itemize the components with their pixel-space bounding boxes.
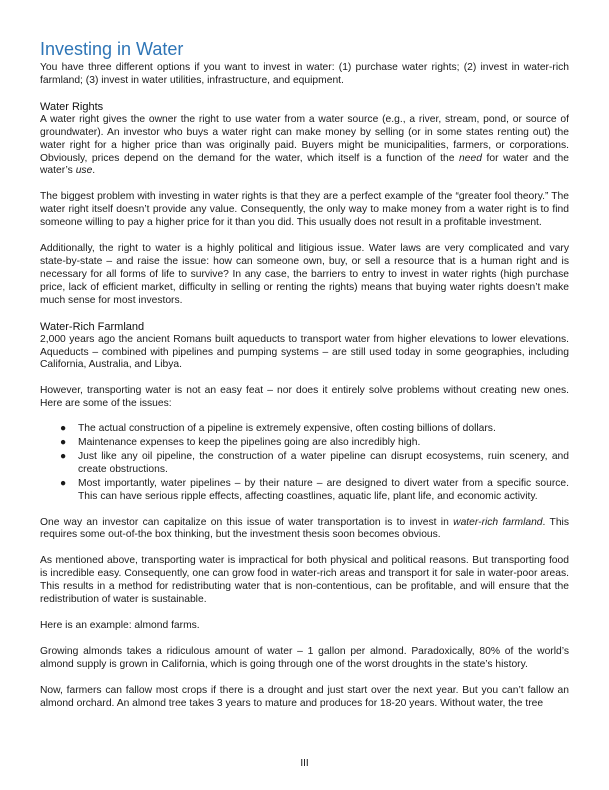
emphasis-use: use [75, 165, 93, 177]
water-rights-paragraph-1: A water right gives the owner the right to use water from a water source (e.g., a river, stream, pond, or source of groundwater). An investor who buys a water right can make money by selling (or in some states renting out) the water right for a higher price than was originally paid. Buyers might be municipalities, farmers, or corporations. Obviously, prices depend on the demand for the water, which itself is a function of the need for water and the water’s use. [40, 113, 569, 177]
issues-list [40, 423, 569, 503]
farmland-paragraph-7: Now, farmers can fallow most crops if there is a drought and just start over the next year. But you can’t fallow an almond orchard. An almond tree takes 3 years to mature and produces for 18-20 years. Without water, the tree [40, 684, 569, 709]
section-heading-water-rights: Water Rights [40, 100, 104, 113]
farmland-paragraph-6: Growing almonds takes a ridiculous amount of water – 1 gallon per almond. Paradoxically, 80% of the world’s almond supply is grown in California, which is going through one of the worst droughts in the state’s history. [40, 645, 569, 670]
farmland-paragraph-2: However, transporting water is not an easy feat – nor does it entirely solve problems without creating new ones. Here are some of the issues: [40, 385, 569, 410]
farmland-paragraph-5: Here is an example: almond farms. [40, 620, 200, 631]
page-number: III [300, 758, 309, 769]
list-item: ● Most importantly, water pipelines – by their nature – are designed to divert water from a specific source. This can have serious ripple effects, affecting coastlines, aquatic life, plant life, and economic activity. [60, 477, 569, 502]
water-rights-paragraph-2: The biggest problem with investing in water rights is that they are a perfect example of the “greater fool theory.” The water right itself doesn’t provide any value. Consequently, the only way to make money from a water right is to find someone willing to pay a higher price for it than you did. This usually does not result in a profitable investment. [40, 191, 569, 229]
water-rights-paragraph-3: Additionally, the right to water is a highly political and litigious issue. Water laws are very complicated and vary state-by-state – and raise the issue: how can someone own, buy, or sell a resource that is a human right and is necessary for all forms of life to survive? In any case, the barriers to entry to invest in water rights (high purchase price, lack of efficient market, difficulty in selling or renting the rights) means that buying water rights doesn’t make much sense for most investors. [40, 243, 569, 306]
farmland-paragraph-3: One way an investor can capitalize on this issue of water transportation is to invest in water-rich farmland. This requires some out-of-the box thinking, but the investment thesis soon becomes obvious. [40, 516, 569, 541]
emphasis-water-rich-farmland: water-rich farmland [453, 516, 543, 528]
emphasis-need: need [459, 152, 482, 164]
list-item: ● Just like any oil pipeline, the construction of a water pipeline can disrupt ecosystems, ruin scenery, and create obstructions. [60, 450, 569, 475]
bullet-icon: ● [60, 450, 67, 462]
intro-paragraph: You have three different options if you want to invest in water: (1) purchase water rights; (2) invest in water-rich farmland; (3) invest in water utilities, infrastructure, and equipment. [40, 62, 569, 86]
page-title: Investing in Water [40, 39, 184, 59]
farmland-paragraph-1: 2,000 years ago the ancient Romans built aqueducts to transport water from higher elevations to lower elevations. Aqueducts – combined with pipelines and pumping systems – are still used today in some geographies, including California, Australia, and Libya. [40, 333, 569, 371]
bullet-icon: ● [60, 477, 67, 489]
list-item: ● Maintenance expenses to keep the pipelines going are also incredibly high. [60, 437, 421, 449]
farmland-paragraph-4: As mentioned above, transporting water is impractical for both physical and political reasons. But transporting food is incredible easy. Consequently, one can grow food in water-rich areas and transport it for sale in water-poor areas. This results in a method for redistributing water that is non-contentious, can be profitable, and will ensure that the redistribution of water is sustainable. [40, 555, 569, 606]
list-item: ● The actual construction of a pipeline is extremely expensive, often costing billions of dollars. [60, 423, 496, 435]
bullet-icon: ● [60, 437, 67, 449]
bullet-icon: ● [60, 423, 67, 435]
section-heading-farmland: Water-Rich Farmland [40, 320, 145, 333]
